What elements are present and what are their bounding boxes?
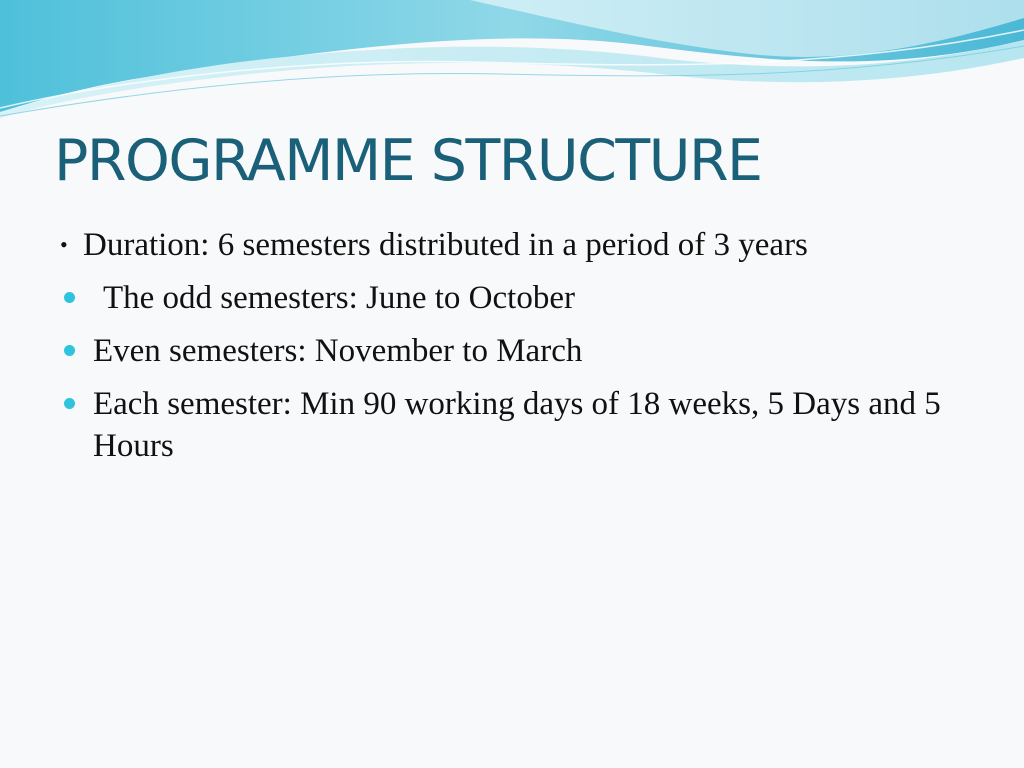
bullet-text: The odd semesters: June to October: [103, 280, 575, 316]
bullet-text: Duration: 6 semesters distributed in a period of 3 years: [83, 227, 808, 263]
bullet-item-each-semester: [60, 383, 960, 467]
bullet-text: Even semesters: November to March: [93, 333, 583, 369]
small-bullet-icon: •: [60, 232, 68, 257]
bullet-item-duration: [60, 224, 960, 266]
bullet-list: [60, 224, 960, 478]
cyan-bullet-icon: [64, 345, 75, 356]
wave-banner-decoration: [0, 0, 1024, 125]
bullet-item-even-semesters: [60, 330, 960, 372]
cyan-bullet-icon: [64, 398, 75, 409]
bullet-text: Each semester: Min 90 working days of 18 weeks, 5 Days and 5 Hours: [93, 386, 941, 464]
bullet-item-odd-semesters: [60, 277, 960, 319]
slide-title: PROGRAMME STRUCTURE: [54, 128, 762, 194]
cyan-bullet-icon: [64, 292, 75, 303]
